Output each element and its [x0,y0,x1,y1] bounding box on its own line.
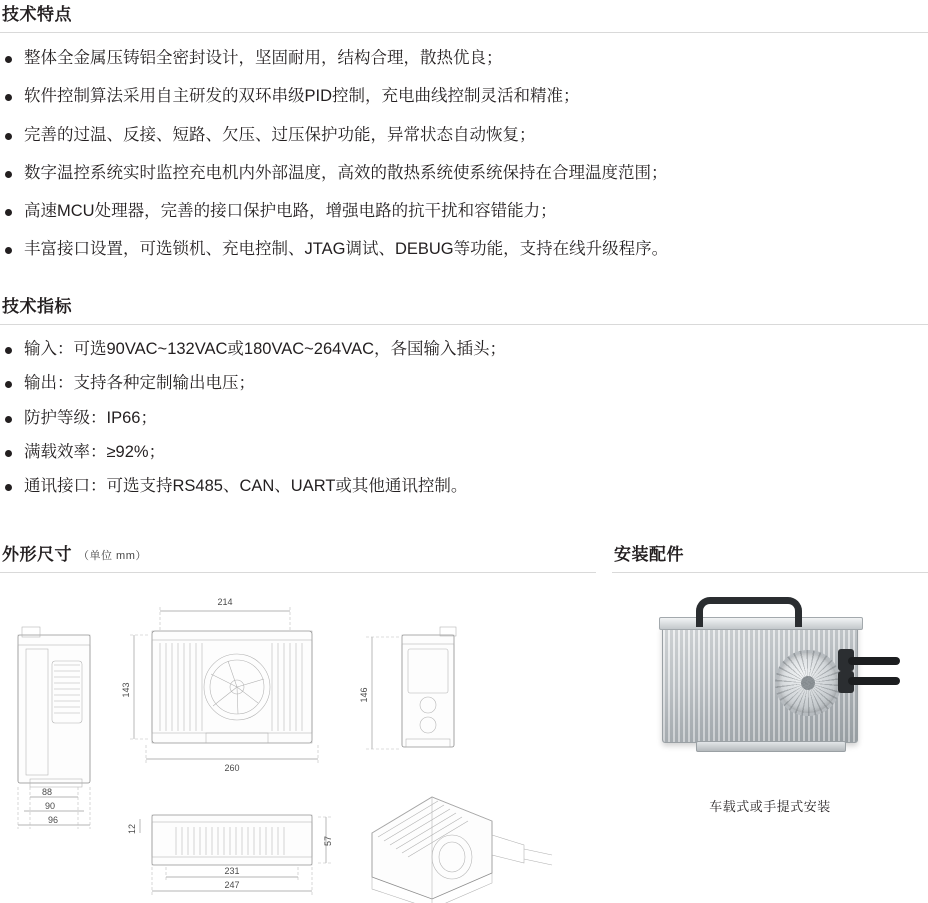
features-divider [0,32,928,33]
dimensions-heading-text: 外形尺寸 [2,545,72,564]
dim-side-w2: 90 [44,801,56,811]
dim-front-width: 260 [224,763,240,773]
dim-right-height: 146 [359,687,369,703]
drawing-front-view [121,597,318,773]
dim-bottom-width-1: 231 [224,866,240,876]
accessory-heading-text: 安装配件 [614,545,684,564]
list-item: 防护等级：IP66； [0,407,928,429]
specs-heading [2,292,928,317]
list-item: 输出：支持各种定制输出电压； [0,372,928,394]
accessory-photo-area [612,585,928,845]
features-heading [2,0,928,25]
dimensions-unit-note: （单位 mm） [78,550,147,562]
dim-bottom-small: 12 [127,823,137,835]
output-cable-bottom [848,677,900,685]
accessory-caption: 车载式或手提式安装 [709,799,831,814]
features-heading-text: 技术特点 [2,5,72,24]
dimensions-divider [0,572,596,573]
accessory-heading [614,540,928,565]
list-item: 通讯接口：可选支持RS485、CAN、UART或其他通讯控制。 [0,475,928,497]
drawing-rear-view [359,627,456,749]
dim-front-height: 143 [121,682,131,698]
specs-heading-text: 技术指标 [2,297,72,316]
accessory-section [612,540,928,845]
list-item: 满载效率：≥92%； [0,441,928,463]
dimensions-section [0,540,596,903]
drawing-bottom-view [127,815,333,895]
fan-grill-icon [775,650,841,716]
dim-bottom-height: 57 [323,835,333,847]
list-item: 高速MCU处理器，完善的接口保护电路，增强电路的抗干扰和容错能力； [0,200,928,222]
drawing-side-view [18,627,90,829]
charger-body [662,623,858,743]
mounting-bracket [696,741,846,752]
output-cable-top [848,657,900,665]
dimension-drawings [0,583,596,903]
dimensions-heading [2,540,596,565]
specs-divider [0,324,928,325]
list-item: 整体全金属压铸铝全密封设计，坚固耐用，结构合理，散热优良； [0,47,928,69]
charger-photo [640,585,900,790]
features-section [0,0,928,277]
list-item: 丰富接口设置，可选锁机、充电控制、JTAG调试、DEBUG等功能，支持在线升级程序。 [0,238,928,260]
dim-bottom-width-2: 247 [224,880,240,890]
features-list [0,47,928,261]
dim-top-width: 214 [217,597,233,607]
list-item: 输入：可选90VAC~132VAC或180VAC~264VAC，各国输入插头； [0,338,928,360]
dim-side-w3: 96 [47,815,59,825]
carry-handle [696,597,802,627]
specs-section [0,292,928,509]
accessory-divider [612,572,928,573]
list-item: 软件控制算法采用自主研发的双环串级PID控制，充电曲线控制灵活和精准； [0,85,928,107]
specs-list [0,338,928,497]
dim-side-w1: 88 [41,787,53,797]
list-item: 完善的过温、反接、短路、欠压、过压保护功能，异常状态自动恢复； [0,124,928,146]
drawing-isometric-view [372,797,552,903]
list-item: 数字温控系统实时监控充电机内外部温度，高效的散热系统使系统保持在合理温度范围； [0,162,928,184]
dimension-drawing-svg [0,583,596,903]
